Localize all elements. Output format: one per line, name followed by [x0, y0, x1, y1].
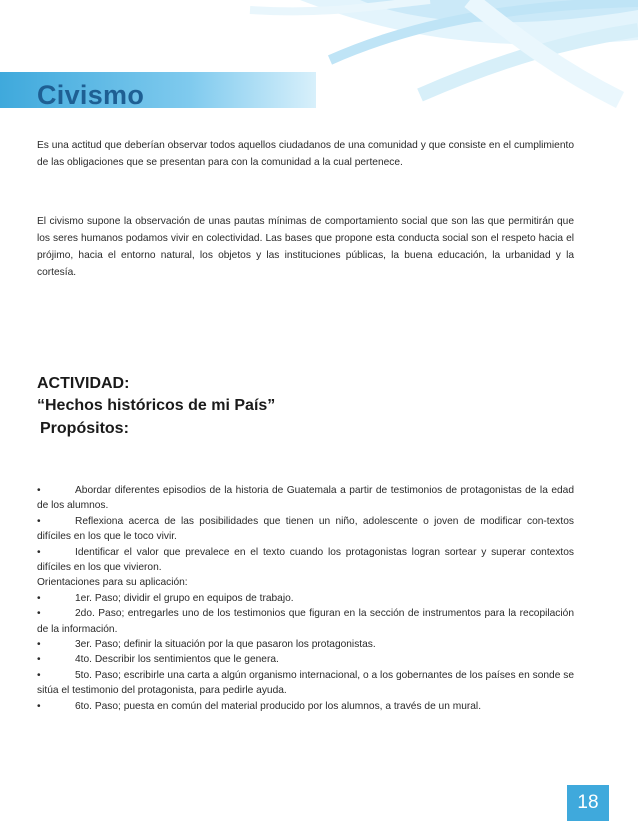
bullet-icon: • [37, 700, 41, 712]
bullet-icon: • [37, 639, 41, 651]
bullet-icon: • [37, 608, 41, 620]
page-title: Civismo [37, 80, 145, 110]
purposes-and-steps-list [37, 483, 574, 714]
list-item: • Identificar el valor que prevalece en el texto cuando los protagonistas logran sortear y superar contextos difíciles en los que vivieron. [37, 546, 574, 574]
list-item: • 4to. Describir los sentimientos que le genera. [37, 652, 574, 667]
bullet-icon: • [37, 669, 41, 681]
bullet-icon: • [37, 485, 41, 496]
activity-label: ACTIVIDAD: [37, 375, 130, 392]
page-number: 18 [567, 785, 609, 821]
list-item: • Reflexiona acerca de las posibilidades que tienen un niño, adolescente o joven de modificar con-textos difíciles en los que le toco vivir. [37, 515, 574, 543]
bullet-icon: • [37, 654, 41, 666]
purposes-heading: Propósitos: [40, 420, 129, 437]
intro-paragraph-2: El civismo supone la observación de unas pautas mínimas de comportamiento social que son las que permitirán que los seres humanos podamos vivir en colectividad. Las bases que propone esta conducta social son el respeto hacia el prójimo, hacia el entorno natural, los objetos y las instituciones públicas, la buena educación, la urbanidad y la cortesía. [37, 216, 574, 278]
bullet-icon: • [37, 592, 41, 604]
bullet-icon: • [37, 546, 41, 558]
list-item: • Abordar diferentes episodios de la historia de Guatemala a partir de testimonios de protagonistas de la edad de los alumnos. [37, 485, 574, 512]
activity-name: “Hechos históricos de mi País” [37, 397, 276, 414]
bullet-icon: • [37, 515, 41, 527]
list-item: • 3er. Paso; definir la situación por la que pasaron los protagonistas. [37, 637, 574, 652]
list-item: • 1er. Paso; dividir el grupo en equipos de trabajo. [37, 591, 574, 606]
orientations-label: Orientaciones para su aplicación: [37, 577, 188, 589]
intro-paragraph-1: Es una actitud que deberían observar todos aquellos ciudadanos de una comunidad y que consiste en el cumplimiento de las obligaciones que se presentan para con la comunidad a la cual pertenece. [37, 140, 574, 168]
list-item: • 6to. Paso; puesta en común del material producido por los alumnos, a través de un mural. [37, 699, 574, 714]
list-item: • 5to. Paso; escribirle una carta a algún organismo internacional, o a los gobernantes de los países en sonde se sitúa el testimonio del protagonista, para pedirle ayuda. [37, 669, 574, 697]
list-item: • 2do. Paso; entregarles uno de los testimonios que figuran en la sección de instrumentos para la recopilación de la información. [37, 608, 574, 635]
